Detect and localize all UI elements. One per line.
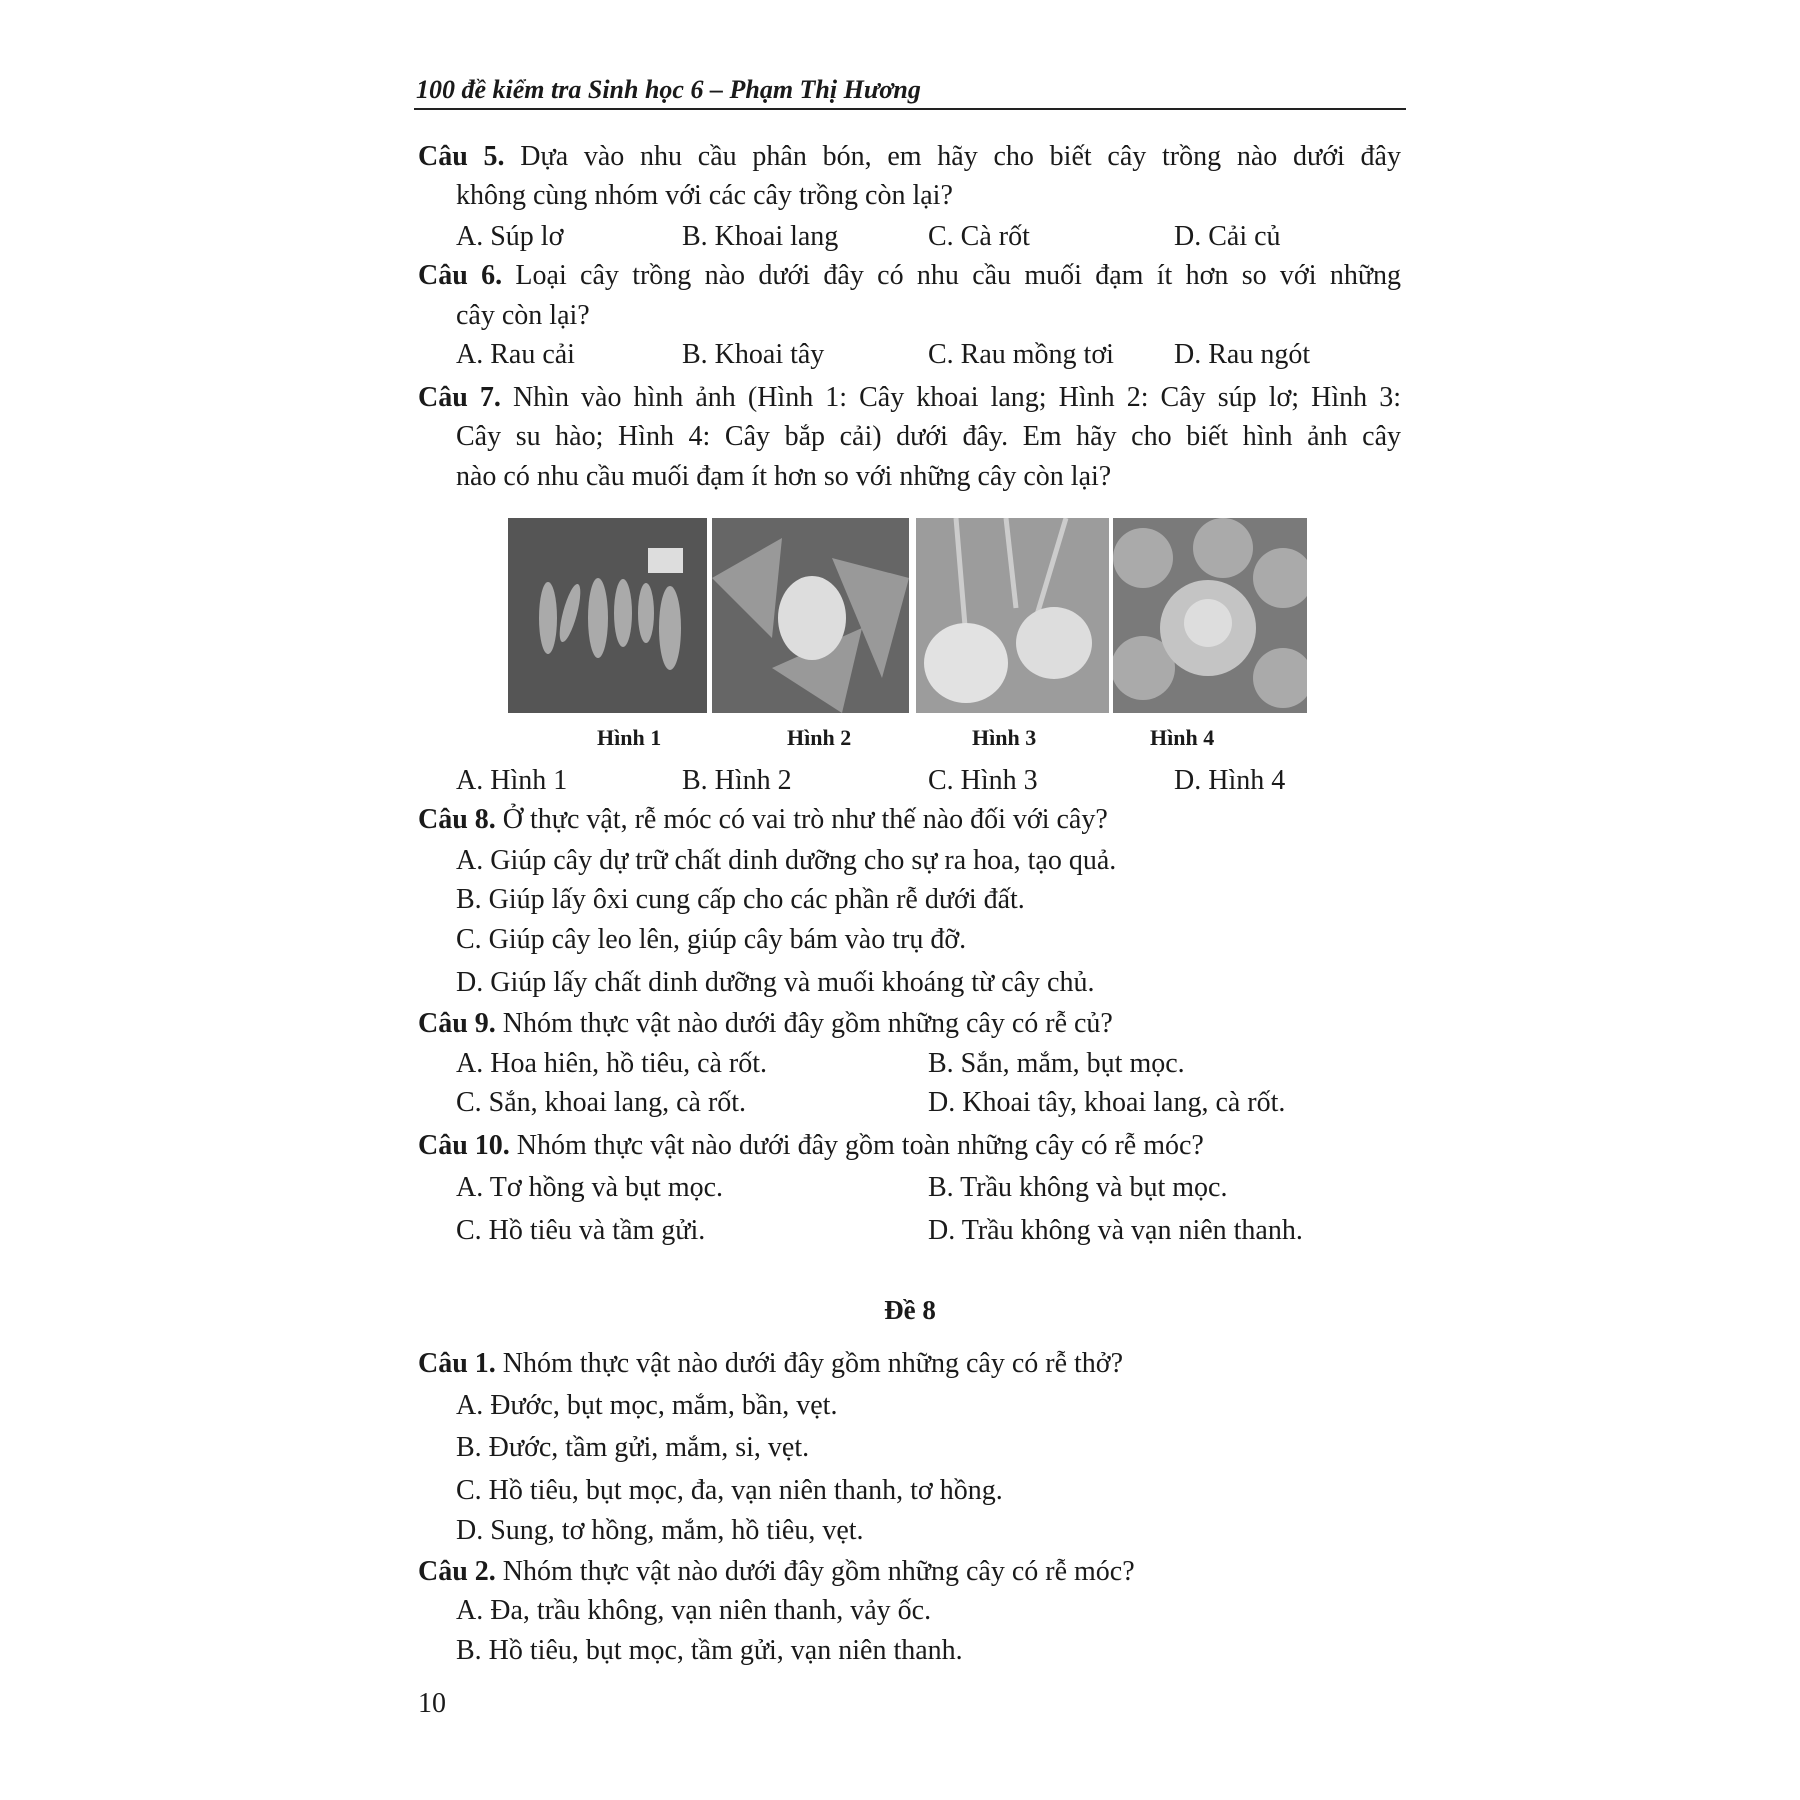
s8q1-option-c: C. Hồ tiêu, bụt mọc, đa, vạn niên thanh, tơ hồng. (456, 1475, 1003, 1506)
kohlrabi-image (916, 518, 1109, 713)
cabbage-image (1113, 518, 1307, 713)
section-title: Đề 8 (884, 1295, 936, 1325)
s8q1-option-b: B. Đước, tầm gửi, mắm, si, vẹt. (456, 1432, 810, 1463)
q6-line1 (418, 256, 1401, 296)
cauliflower-image (712, 518, 909, 713)
q9-text: Nhóm thực vật nào dưới đây gồm những cây có rễ củ? (495, 1008, 1113, 1039)
q7-text: Nhìn vào hình ảnh (Hình 1: Cây khoai lang; Hình 2: Cây súp lơ; Hình 3: (500, 382, 1401, 413)
q6-text: Loại cây trồng nào dưới đây có nhu cầu muối đạm ít hơn so với những (502, 260, 1401, 291)
s8q2-label: Câu 2. (418, 1556, 496, 1587)
q9-label: Câu 9. (418, 1008, 496, 1039)
q6-option-c: C. Rau mồng tơi (928, 339, 1114, 370)
q5-option-b: B. Khoai lang (682, 221, 839, 252)
q7-option-a: A. Hình 1 (456, 765, 568, 796)
caption-hinh-4: Hình 4 (1150, 725, 1215, 750)
page-number: 10 (418, 1688, 446, 1719)
q10-text: Nhóm thực vật nào dưới đây gồm toàn những cây có rễ móc? (509, 1130, 1204, 1161)
q5-option-d: D. Cải củ (1174, 221, 1281, 252)
q9-option-a: A. Hoa hiên, hồ tiêu, cà rốt. (456, 1048, 768, 1079)
q10-option-c: C. Hồ tiêu và tầm gửi. (456, 1215, 706, 1246)
caption-hinh-2: Hình 2 (787, 725, 852, 750)
q8-line1 (418, 800, 1108, 840)
q10-option-b: B. Trầu không và bụt mọc. (928, 1172, 1228, 1203)
q8-text: Ở thực vật, rễ móc có vai trò như thế nào đối với cây? (495, 804, 1108, 835)
s8q2-line1 (418, 1552, 1135, 1592)
q7-line3: nào có nhu cầu muối đạm ít hơn so với những cây còn lại? (456, 461, 1112, 492)
q8-option-a: A. Giúp cây dự trữ chất dinh dưỡng cho sự ra hoa, tạo quả. (456, 845, 1117, 876)
q8-option-c: C. Giúp cây leo lên, giúp cây bám vào trụ đỡ. (456, 924, 967, 955)
q8-label: Câu 8. (418, 804, 496, 835)
q6-line2: cây còn lại? (456, 300, 590, 331)
s8q2-text: Nhóm thực vật nào dưới đây gồm những cây có rễ móc? (495, 1556, 1135, 1587)
q8-option-d: D. Giúp lấy chất dinh dưỡng và muối khoáng từ cây chủ. (456, 967, 1095, 998)
s8q2-option-b: B. Hồ tiêu, bụt mọc, tầm gửi, vạn niên thanh. (456, 1635, 963, 1666)
q7-option-d: D. Hình 4 (1174, 765, 1286, 796)
q6-label: Câu 6. (418, 260, 503, 291)
q5-line2: không cùng nhóm với các cây trồng còn lại? (456, 180, 953, 211)
q7-line1 (418, 378, 1401, 418)
caption-hinh-3: Hình 3 (972, 725, 1037, 750)
q5-option-a: A. Súp lơ (456, 221, 564, 252)
s8q2-option-a: A. Đa, trầu không, vạn niên thanh, vảy ốc. (456, 1595, 932, 1626)
s8q1-line1 (418, 1344, 1123, 1384)
q5-line1 (418, 137, 1401, 177)
q10-option-a: A. Tơ hồng và bụt mọc. (456, 1172, 724, 1203)
q5-text: Dựa vào nhu cầu phân bón, em hãy cho biết cây trồng nào dưới đây (504, 141, 1401, 172)
q7-option-b: B. Hình 2 (682, 765, 792, 796)
q10-option-d: D. Trầu không và vạn niên thanh. (928, 1215, 1303, 1246)
caption-hinh-1: Hình 1 (597, 725, 662, 750)
s8q1-label: Câu 1. (418, 1348, 496, 1379)
q7-label: Câu 7. (418, 382, 501, 413)
q7-line2: Cây su hào; Hình 4: Cây bắp cải) dưới đây. Em hãy cho biết hình ảnh cây (456, 421, 1401, 452)
q6-option-a: A. Rau cải (456, 339, 575, 370)
q9-option-b: B. Sắn, mắm, bụt mọc. (928, 1048, 1185, 1079)
q5-option-c: C. Cà rốt (928, 221, 1030, 252)
running-header: 100 đề kiểm tra Sinh học 6 – Phạm Thị Hương (416, 75, 921, 104)
sweet-potato-image (508, 518, 707, 713)
s8q1-option-d: D. Sung, tơ hồng, mắm, hồ tiêu, vẹt. (456, 1515, 864, 1546)
s8q1-text: Nhóm thực vật nào dưới đây gồm những cây có rễ thở? (495, 1348, 1124, 1379)
q6-option-d: D. Rau ngót (1174, 339, 1311, 370)
q10-line1 (418, 1126, 1204, 1166)
q9-option-d: D. Khoai tây, khoai lang, cà rốt. (928, 1087, 1286, 1118)
q7-option-c: C. Hình 3 (928, 765, 1038, 796)
q8-option-b: B. Giúp lấy ôxi cung cấp cho các phần rễ dưới đất. (456, 884, 1025, 915)
q6-option-b: B. Khoai tây (682, 339, 825, 370)
q10-label: Câu 10. (418, 1130, 510, 1161)
q9-option-c: C. Sắn, khoai lang, cà rốt. (456, 1087, 747, 1118)
q9-line1 (418, 1004, 1113, 1044)
s8q1-option-a: A. Đước, bụt mọc, mắm, bần, vẹt. (456, 1390, 838, 1421)
header-rule (414, 108, 1406, 110)
q5-label: Câu 5. (418, 141, 505, 172)
